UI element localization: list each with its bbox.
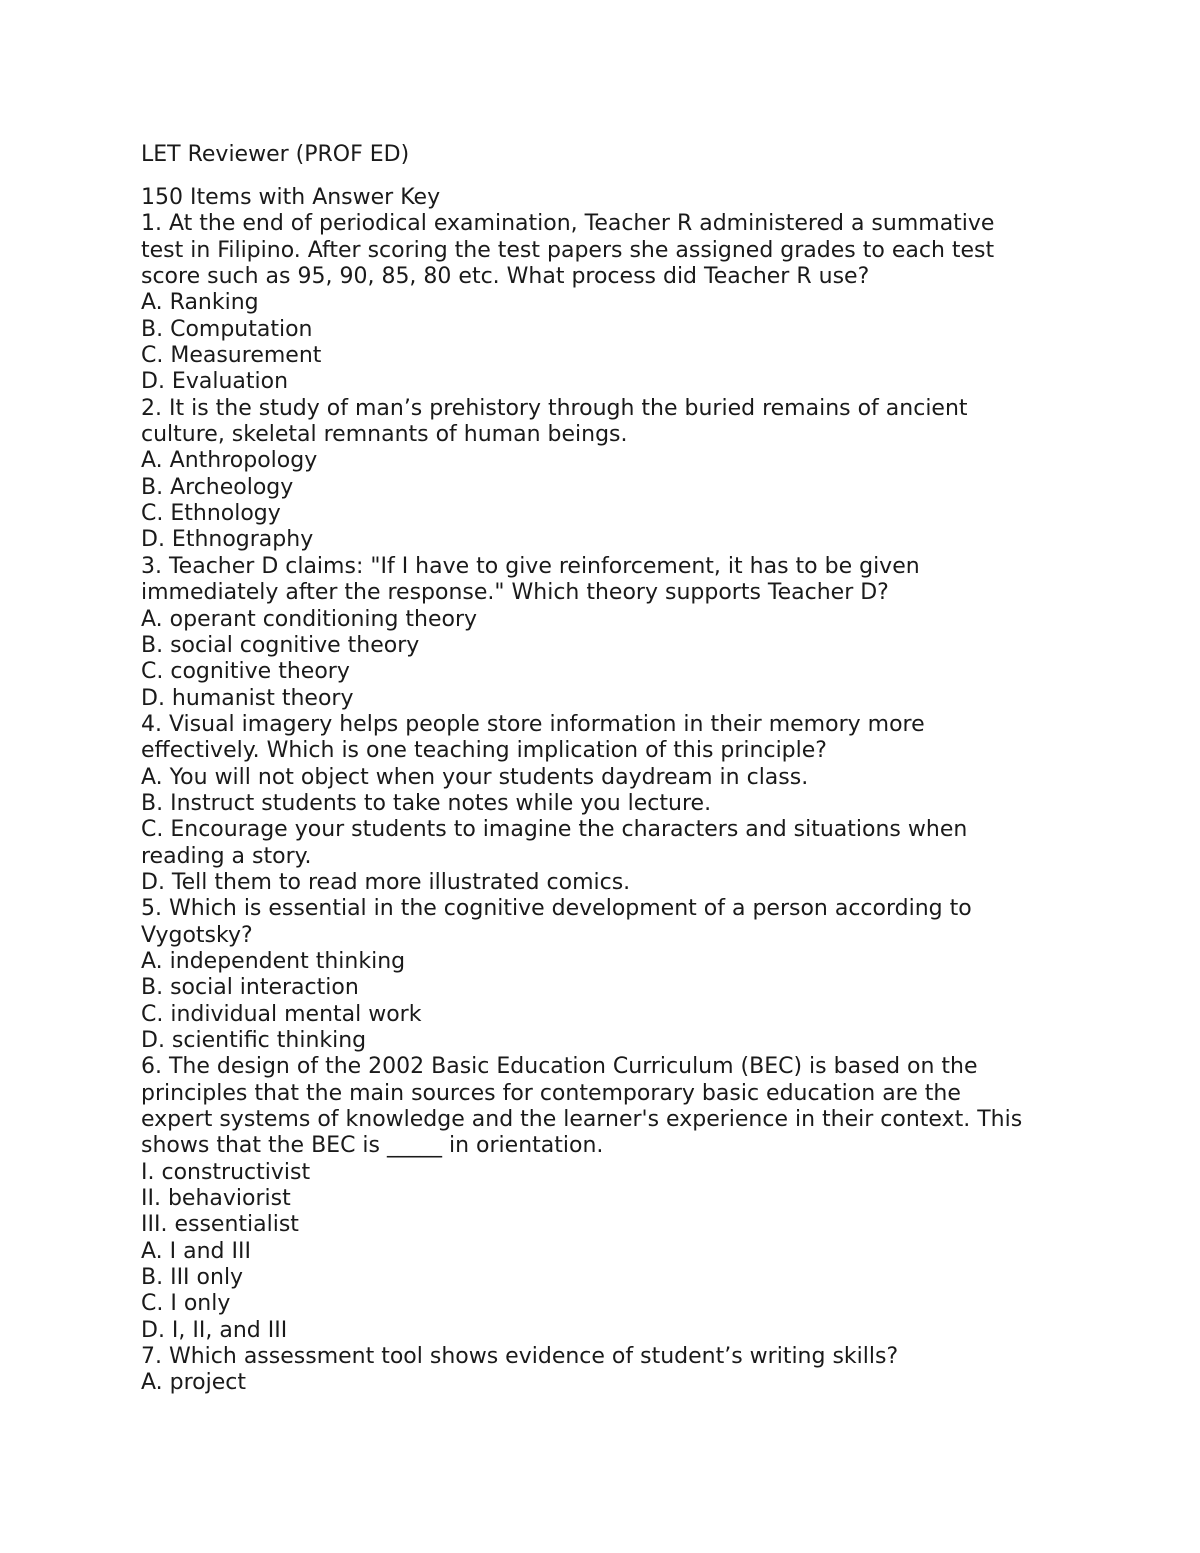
document-line: immediately after the response." Which theory supports Teacher D?: [141, 580, 889, 606]
document-line: A. I and III: [141, 1238, 251, 1264]
document-line: 7. Which assessment tool shows evidence of student’s writing skills?: [141, 1344, 899, 1370]
document-line: D. Evaluation: [141, 369, 289, 395]
document-line: effectively. Which is one teaching implication of this principle?: [141, 738, 827, 764]
document-line: expert systems of knowledge and the learner's experience in their context. This: [141, 1107, 1023, 1133]
document-line: 5. Which is essential in the cognitive development of a person according to: [141, 896, 972, 922]
document-line: reading a story.: [141, 843, 312, 869]
document-line: test in Filipino. After scoring the test papers she assigned grades to each test: [141, 237, 995, 263]
document-line: B. Instruct students to take notes while you lecture.: [141, 790, 712, 816]
document-line: C. Encourage your students to imagine the characters and situations when: [141, 817, 968, 843]
document-line: D. Tell them to read more illustrated comics.: [141, 869, 631, 895]
document-line: D. Ethnography: [141, 527, 314, 553]
document-title: LET Reviewer (PROF ED): [141, 142, 410, 167]
document-line: II. behaviorist: [141, 1186, 291, 1212]
document-line: B. social cognitive theory: [141, 632, 420, 658]
document-line: I. constructivist: [141, 1159, 311, 1185]
document-line: C. Ethnology: [141, 501, 281, 527]
document-line: principles that the main sources for contemporary basic education are the: [141, 1080, 961, 1106]
document-line: 2. It is the study of man’s prehistory through the buried remains of ancient: [141, 395, 968, 421]
document-line: B. Archeology: [141, 474, 294, 500]
document-line: B. Computation: [141, 316, 313, 342]
document-line: culture, skeletal remnants of human beings.: [141, 422, 628, 448]
document-line: D. scientific thinking: [141, 1028, 367, 1053]
document-line: D. humanist theory: [141, 685, 354, 711]
document-line: 6. The design of the 2002 Basic Education Curriculum (BEC) is based on the: [141, 1054, 978, 1080]
document-line: Vygotsky?: [141, 922, 253, 948]
document-line: A. You will not object when your students daydream in class.: [141, 764, 809, 790]
document-line: B. III only: [141, 1265, 244, 1291]
document-line: A. operant conditioning theory: [141, 606, 478, 632]
document-line: A. Ranking: [141, 290, 259, 316]
document-line: D. I, II, and III: [141, 1317, 288, 1343]
document-line: C. cognitive theory: [141, 659, 350, 685]
document-line: C. Measurement: [141, 343, 322, 369]
document-line: C. I only: [141, 1291, 231, 1317]
document-line: 150 Items with Answer Key: [141, 185, 441, 210]
document-line: 4. Visual imagery helps people store information in their memory more: [141, 711, 925, 737]
document-body: [141, 185, 1061, 1397]
document-line: shows that the BEC is _____ in orientation.: [141, 1133, 604, 1159]
document-line: A. independent thinking: [141, 948, 406, 974]
document-line: 3. Teacher D claims: "If I have to give reinforcement, it has to be given: [141, 553, 920, 579]
document-line: III. essentialist: [141, 1212, 299, 1238]
document-line: 1. At the end of periodical examination, Teacher R administered a summative: [141, 211, 995, 237]
document-line: A. project: [141, 1370, 247, 1396]
document-line: score such as 95, 90, 85, 80 etc. What process did Teacher R use?: [141, 264, 870, 290]
document-line: C. individual mental work: [141, 1001, 422, 1027]
document-line: A. Anthropology: [141, 448, 318, 474]
document-line: B. social interaction: [141, 975, 359, 1001]
